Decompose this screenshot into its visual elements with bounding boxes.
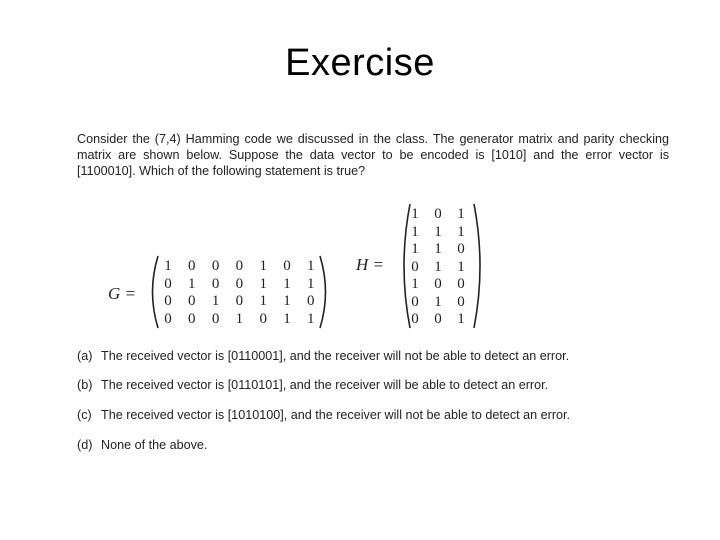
matrix-cell: 1 [283,293,291,309]
parity-check-matrix-label: H = [356,255,384,274]
matrix-cell: 0 [235,293,244,309]
generator-matrix-label: G = [108,284,136,303]
matrix-cell: 1 [411,223,419,240]
matrix-cell: 0 [457,276,465,292]
matrix-cell: 0 [235,275,244,292]
matrix-cell: 0 [259,310,267,327]
matrix-cell: 1 [307,310,315,327]
option-d [77,438,207,452]
matrix-cell: 0 [457,241,465,257]
problem-statement: Consider the (7,4) Hamming code we discussed in the class. The generator matrix and parity checking matrix are shown below. Suppose the data vector to be encoded is [1010] and the error vector is [1100010]. Which of the following statement is true? [77,132,669,178]
matrix-cell: 1 [164,258,172,274]
matrix-cell: 1 [307,275,315,292]
matrix-cell: 0 [283,258,291,274]
matrix-cell: 1 [188,275,196,292]
option-letter: (c) [77,408,92,422]
option-letter: (d) [77,438,93,452]
option-text: The received vector is [0110101], and the receiver will be able to detect an error. [101,378,549,392]
matrix-cell: 0 [235,258,244,274]
matrix-cell: 1 [259,258,267,274]
matrix-cell: 1 [235,310,244,327]
option-text: The received vector is [0110001], and the receiver will not be able to detect an error. [101,349,570,363]
matrix-cell: 0 [411,293,419,310]
matrix-cell: 1 [411,276,419,292]
option-text: None of the above. [101,438,208,452]
option-letter: (a) [77,349,93,363]
matrix-cell: 1 [411,206,419,222]
matrix-cell: 0 [411,311,419,327]
matrix-cell: 1 [434,223,442,240]
matrix-cell: 1 [457,223,465,240]
matrix-cell: 1 [434,293,442,310]
option-b [77,378,548,392]
matrix-cell: 0 [434,311,442,327]
matrix-cell: 1 [411,241,419,257]
matrix-cell: 1 [259,293,267,309]
matrix-cell: 1 [307,258,315,274]
matrix-cell: 0 [211,275,220,292]
matrix-cell: 1 [457,258,465,275]
option-c [77,408,570,422]
matrix-cell: 1 [434,258,442,275]
matrix-cell: 0 [307,293,315,309]
option-a [77,349,569,363]
matrix-cell: 0 [211,310,220,327]
matrix-cell: 1 [457,311,465,327]
matrix-cell: 1 [434,241,442,257]
matrix-cell: 0 [164,293,172,309]
matrix-cell: 0 [434,206,442,222]
matrix-cell: 0 [188,310,196,327]
option-text: The received vector is [1010100], and the receiver will not be able to detect an error. [101,408,571,422]
matrix-cell: 0 [164,310,172,327]
option-letter: (b) [77,378,93,392]
matrix-cell: 0 [188,258,196,274]
matrix-cell: 1 [259,275,267,292]
parity-check-matrix-right-paren [470,202,488,330]
matrix-cell: 0 [411,258,419,275]
matrix-cell: 0 [211,258,220,274]
matrix-cell: 0 [188,293,196,309]
matrix-cell: 1 [211,293,220,309]
matrix-cell: 0 [457,293,465,310]
matrix-cell: 0 [434,276,442,292]
slide-title: Exercise [285,42,435,84]
matrix-cell: 1 [283,275,291,292]
matrix-cell: 1 [457,206,465,222]
matrix-cell: 0 [164,275,172,292]
matrix-cell: 1 [283,310,291,327]
